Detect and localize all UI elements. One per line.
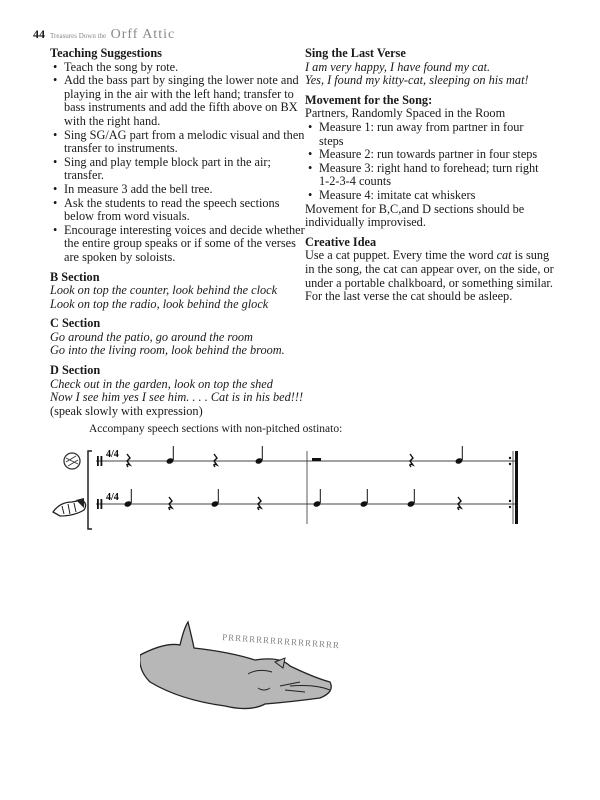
- percussion-clef: [101, 499, 103, 509]
- list-item: • Measure 3: right hand to forehead; turn right 1-2-3-4 counts: [305, 162, 545, 189]
- d-section: D Section Check out in the garden, look on top the shed Now I see him yes I see him. . . . Cat is in his bed!!! (speak slowly with expression): [50, 363, 304, 418]
- list-item: • Measure 2: run towards partner in four steps: [305, 148, 545, 162]
- b-section: B Section Look on top the counter, look behind the clock Look on top the radio, look behind the glock: [50, 269, 278, 311]
- book-logo: Treasures Down the Orff Attic: [50, 27, 176, 42]
- repeat-dot: [509, 500, 511, 502]
- snore-text: PRRRRRRRRRRRRRRRR: [221, 632, 341, 651]
- last-verse-heading: Sing the Last Verse: [305, 46, 406, 60]
- list-item: • In measure 3 add the bell tree.: [50, 183, 308, 197]
- page-header: [33, 27, 175, 43]
- staff-bracket: [88, 451, 92, 529]
- repeat-dot: [509, 457, 511, 459]
- percussion-clef: [101, 456, 103, 466]
- sleeping-cat-illustration: [140, 610, 400, 730]
- right-column: Sing the Last Verse I am very happy, I have found my cat. Yes, I found my kitty-cat, sleeping on his mat! Movement for the Song: Partners, Randomly Spaced in the Room • Measure 1: run away from partner in four steps • Measure 2: run towards partner in four steps • Measure 3: right hand to forehead; turn right 1-2-3-4 counts • Measure 4: imitate cat whiskers Movement for B,C,and D sections should be individually improvised. Creative Idea Use a cat puppet. Every time the word cat is sung in the song, the cat can appear over, on the side, or under a portable chalkboard, or something similar. For the last verse the cat should be asleep.: [305, 47, 575, 304]
- list-item: • Measure 4: imitate cat whiskers: [305, 189, 545, 203]
- repeat-dot: [509, 463, 511, 465]
- left-column: [50, 47, 308, 418]
- final-barline-thick: [515, 451, 518, 524]
- list-item: • Measure 1: run away from partner in four steps: [305, 121, 545, 148]
- shaker-icon: [53, 498, 86, 516]
- movement-section: Movement for the Song: Partners, Randomly Spaced in the Room • Measure 1: run away from partner in four steps • Measure 2: run towards partner in four steps • Measure 3: right hand to forehead; turn right 1-2-3-4 counts • Measure 4: imitate cat whiskers Movement for B,C,and D sections should be individually improvised.: [305, 94, 575, 230]
- c-section: C Section Go around the patio, go around the room Go into the living room, look behind the broom.: [50, 316, 285, 358]
- list-item: • Ask the students to read the speech sections below from word visuals.: [50, 197, 308, 224]
- ostinato-score: [0, 430, 600, 540]
- page-number: 44: [33, 27, 45, 41]
- half-rest: [312, 458, 321, 461]
- list-item: • Add the bass part by singing the lower note and playing in the air with the left hand; transfer to bass instruments and add the fifth above on BX with the right hand.: [50, 74, 308, 128]
- time-signature: 4/4: [106, 449, 119, 460]
- time-signature: 4/4: [106, 492, 119, 503]
- percussion-clef: [97, 499, 99, 509]
- creative-idea-section: Creative Idea Use a cat puppet. Every time the word cat is sung in the song, the cat can appear over, on the side, or under a portable chalkboard, or something similar. For the last verse the cat should be asleep.: [305, 234, 554, 304]
- tambourine-icon: [64, 453, 80, 469]
- score-caption: Accompany speech sections with non-pitched ostinato:: [89, 423, 343, 435]
- list-item: • Encourage interesting voices and decide whether the entire group speaks or if some of the verses are spoken by soloists.: [50, 224, 308, 265]
- list-item: • Sing and play temple block part in the air; transfer.: [50, 156, 308, 183]
- teaching-suggestions-heading: Teaching Suggestions: [50, 46, 162, 60]
- teaching-suggestions-list: [50, 61, 308, 265]
- list-item: • Sing SG/AG part from a melodic visual and then transfer to instruments.: [50, 129, 308, 156]
- repeat-dot: [509, 506, 511, 508]
- list-item: • Teach the song by rote.: [50, 61, 308, 75]
- percussion-clef: [97, 456, 99, 466]
